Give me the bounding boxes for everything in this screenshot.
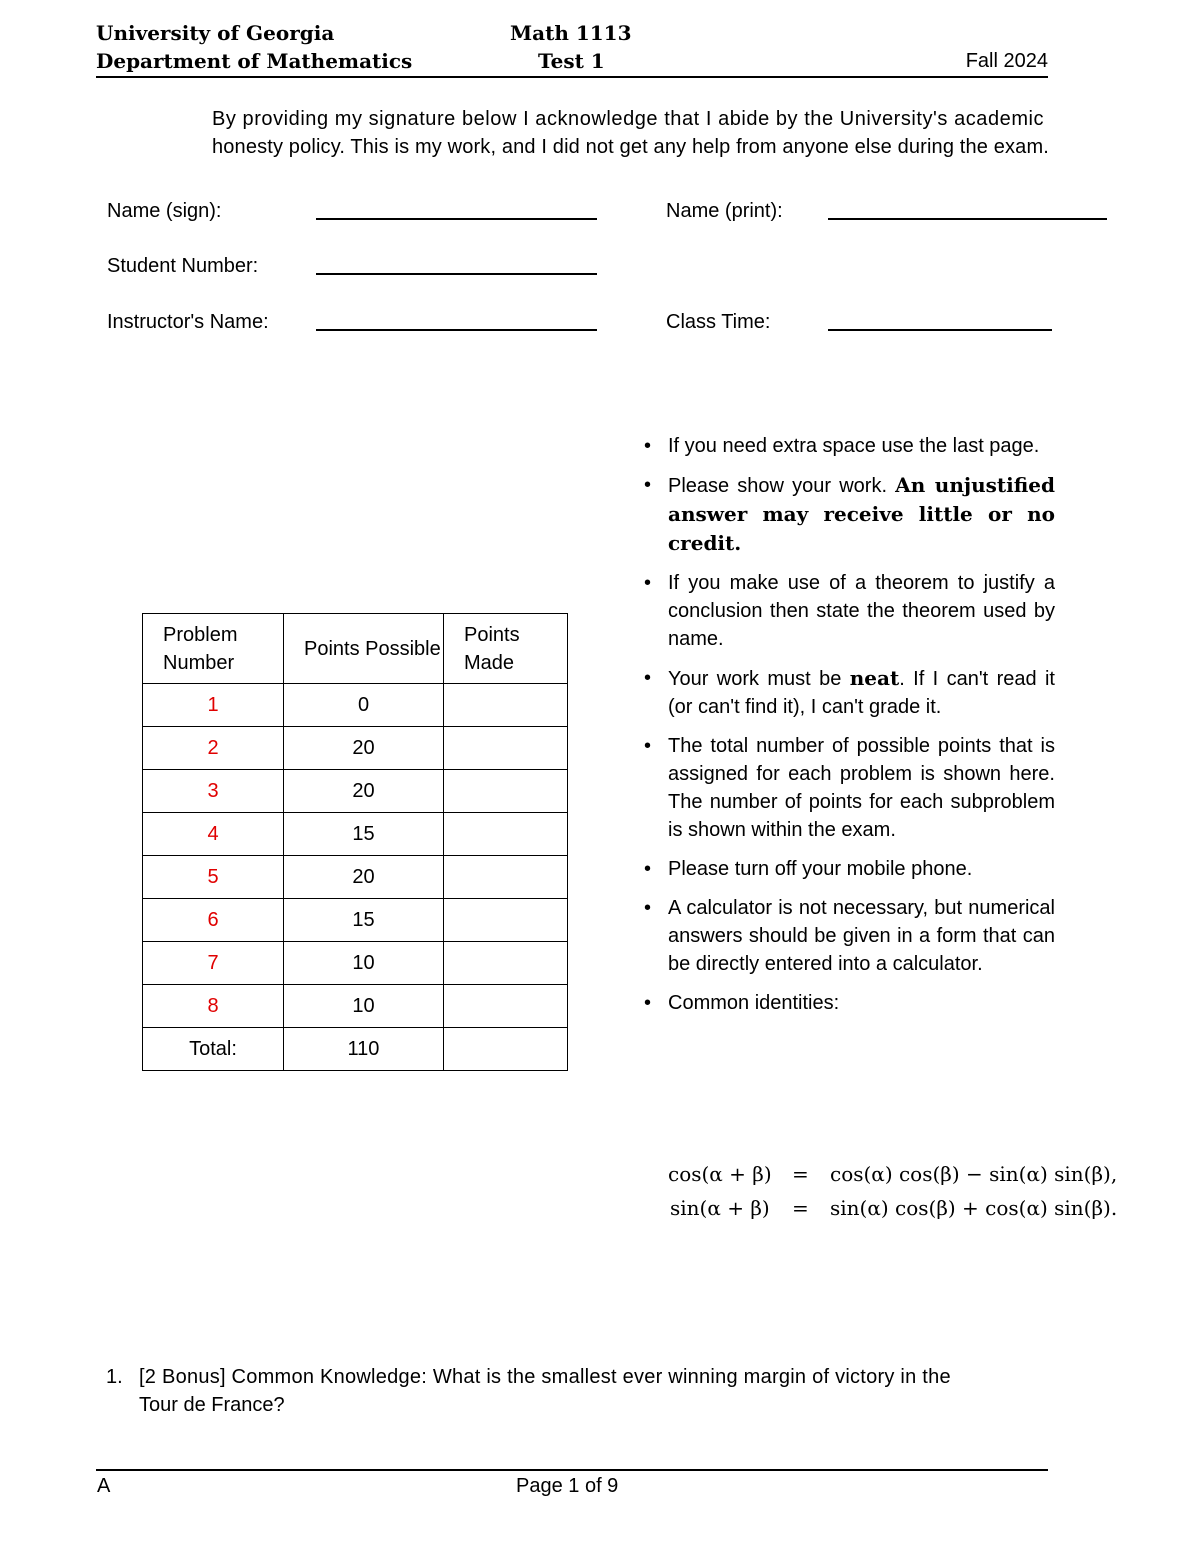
problem-number: 7 xyxy=(143,942,284,985)
points-possible: 20 xyxy=(284,770,444,813)
instruction-text: . If I can't read it (or can't find it), I can't grade it. xyxy=(668,668,1055,718)
term-label: Fall 2024 xyxy=(965,50,1048,72)
bullet-icon: • xyxy=(644,667,652,689)
bullet-icon: • xyxy=(644,897,652,919)
table-row xyxy=(143,942,568,985)
header-points-possible: Points Possible xyxy=(284,614,444,684)
instruction-text: The total number of possible points that is assigned for each problem is shown here. The number of points for each subproblem is shown within the exam. xyxy=(668,735,1055,841)
problem-number: 3 xyxy=(143,770,284,813)
header-points-made: Points Made xyxy=(444,614,568,684)
points-possible: 0 xyxy=(284,684,444,727)
instruction-item xyxy=(644,471,1055,558)
instruction-item xyxy=(644,855,1055,883)
instruction-text: Please show your work. xyxy=(668,475,896,497)
identity-sin-eq: = xyxy=(792,1196,809,1220)
course-title: Math 1113 xyxy=(510,21,632,45)
name-sign-field[interactable] xyxy=(316,218,597,220)
instruction-bold-text: An unjustified answer may receive little or no credit. xyxy=(668,473,1055,555)
total-label: Total: xyxy=(143,1028,284,1071)
bullet-icon: • xyxy=(644,435,652,457)
instructor-name-field[interactable] xyxy=(316,329,597,331)
instruction-item xyxy=(644,732,1055,844)
question-number: 1. xyxy=(106,1366,123,1388)
points-made-cell[interactable] xyxy=(444,684,568,727)
bullet-icon: • xyxy=(644,992,652,1014)
name-print-field[interactable] xyxy=(828,218,1107,220)
student-number-label: Student Number: xyxy=(107,255,259,277)
instruction-bold-text: neat xyxy=(849,666,900,690)
table-row xyxy=(143,770,568,813)
points-made-cell[interactable] xyxy=(444,899,568,942)
bullet-icon: • xyxy=(644,858,652,880)
points-made-cell[interactable] xyxy=(444,985,568,1028)
problem-number: 6 xyxy=(143,899,284,942)
university-name: University of Georgia xyxy=(96,21,335,45)
class-time-field[interactable] xyxy=(828,329,1052,331)
version-label: A xyxy=(97,1475,111,1497)
page-number: Page 1 of 9 xyxy=(516,1475,619,1497)
score-table xyxy=(142,613,568,1071)
points-possible: 15 xyxy=(284,899,444,942)
question-text-line-1: [2 Bonus] Common Knowledge: What is the smallest ever winning margin of victory in the xyxy=(139,1366,951,1388)
identity-cos-rhs: cos(α) cos(β) − sin(α) sin(β), xyxy=(830,1162,1118,1186)
points-made-cell[interactable] xyxy=(444,770,568,813)
instruction-item xyxy=(644,432,1055,460)
name-print-label: Name (print): xyxy=(666,200,783,222)
points-possible: 10 xyxy=(284,942,444,985)
table-row xyxy=(143,985,568,1028)
test-title: Test 1 xyxy=(538,49,605,73)
table-row xyxy=(143,813,568,856)
instruction-item xyxy=(644,894,1055,978)
table-row xyxy=(143,727,568,770)
bullet-icon: • xyxy=(644,735,652,757)
identity-sin-lhs: sin(α + β) xyxy=(670,1196,770,1220)
identity-cos-lhs: cos(α + β) xyxy=(668,1162,772,1186)
instructions-list xyxy=(644,432,1055,1028)
points-made-cell[interactable] xyxy=(444,856,568,899)
footer-rule xyxy=(96,1469,1048,1471)
instruction-item xyxy=(644,989,1055,1017)
student-number-field[interactable] xyxy=(316,273,597,275)
instruction-text: If you need extra space use the last page. xyxy=(668,435,1040,457)
instruction-text: If you make use of a theorem to justify a conclusion then state the theorem used by name. xyxy=(668,572,1055,650)
instruction-text: Your work must be xyxy=(668,668,850,690)
score-table-header xyxy=(143,614,568,684)
points-made-cell[interactable] xyxy=(444,727,568,770)
class-time-label: Class Time: xyxy=(666,311,771,333)
department-name: Department of Mathematics xyxy=(96,49,413,73)
instructor-name-label: Instructor's Name: xyxy=(107,311,269,333)
problem-number: 5 xyxy=(143,856,284,899)
question-text-line-2: Tour de France? xyxy=(139,1394,285,1416)
points-possible: 20 xyxy=(284,727,444,770)
instruction-text: Please turn off your mobile phone. xyxy=(668,858,973,880)
points-possible: 20 xyxy=(284,856,444,899)
problem-number: 1 xyxy=(143,684,284,727)
problem-number: 4 xyxy=(143,813,284,856)
points-possible: 15 xyxy=(284,813,444,856)
points-made-cell[interactable] xyxy=(444,813,568,856)
name-sign-label: Name (sign): xyxy=(107,200,222,222)
instruction-text: Common identities: xyxy=(668,992,840,1014)
points-possible: 10 xyxy=(284,985,444,1028)
instruction-item xyxy=(644,664,1055,721)
header-problem-number: Problem Number xyxy=(143,614,284,684)
problem-number: 8 xyxy=(143,985,284,1028)
instruction-item xyxy=(644,569,1055,653)
honesty-line-2: honesty policy. This is my work, and I did not get any help from anyone else during the exam. xyxy=(212,136,1049,158)
header-rule xyxy=(96,76,1048,78)
identity-cos-eq: = xyxy=(792,1162,809,1186)
table-total-row xyxy=(143,1028,568,1071)
honesty-line-1: By providing my signature below I acknowledge that I abide by the University's academic xyxy=(212,108,1045,130)
total-points: 110 xyxy=(284,1028,444,1071)
bullet-icon: • xyxy=(644,474,652,496)
total-made-cell[interactable] xyxy=(444,1028,568,1071)
table-row xyxy=(143,856,568,899)
table-row xyxy=(143,899,568,942)
identity-sin-rhs: sin(α) cos(β) + cos(α) sin(β). xyxy=(830,1196,1118,1220)
points-made-cell[interactable] xyxy=(444,942,568,985)
problem-number: 2 xyxy=(143,727,284,770)
bullet-icon: • xyxy=(644,572,652,594)
table-row xyxy=(143,684,568,727)
instruction-text: A calculator is not necessary, but numerical answers should be given in a form that can be directly entered into a calculator. xyxy=(668,897,1055,975)
